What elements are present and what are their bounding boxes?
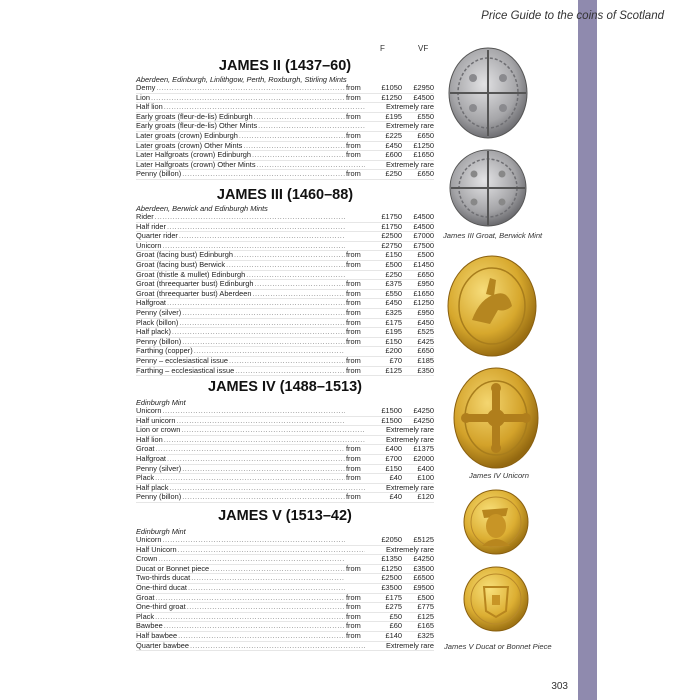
coin-denomination: Unicorn: [136, 406, 162, 415]
coin-denomination: Halfgroat: [136, 298, 166, 308]
rarity-note: Extremely rare: [385, 544, 434, 554]
price-very-fine: £400: [417, 463, 434, 473]
coin-denomination: Half bawbee: [136, 630, 178, 640]
dot-leader: [164, 436, 365, 445]
coin-denomination: Later Halfgroats (crown) Other Mints: [136, 159, 256, 169]
dot-leader: [155, 445, 345, 454]
price-very-fine: £4250: [413, 406, 434, 415]
mints-line: Aberdeen, Berwick and Edinburgh Mints: [136, 204, 268, 213]
dot-leader: [155, 613, 345, 622]
coin-denomination: Lion: [136, 92, 150, 102]
dot-leader: [167, 223, 345, 232]
dot-leader: [182, 465, 345, 474]
column-header-f: F: [380, 44, 385, 53]
from-label: from: [346, 453, 361, 463]
from-label: from: [346, 327, 361, 337]
price-very-fine: £325: [417, 630, 434, 640]
from-label: from: [346, 250, 361, 260]
price-fine: £50: [389, 611, 402, 621]
coin-denomination: Rider: [136, 212, 154, 221]
from-label: from: [346, 307, 361, 317]
from-label: from: [346, 83, 361, 92]
coin-denomination: Groat (thistle & mullet) Edinburgh: [136, 269, 246, 279]
price-very-fine: £120: [417, 492, 434, 502]
price-fine: £140: [385, 630, 402, 640]
james-iii-rider-coin-image: [446, 254, 538, 358]
price-very-fine: £950: [417, 279, 434, 289]
price-fine: £1250: [381, 563, 402, 573]
dot-leader: [254, 113, 345, 122]
coin-denomination: Early groats (fleur-de-lis) Other Mints: [136, 121, 258, 131]
price-very-fine: £2000: [413, 453, 434, 463]
price-very-fine: £1250: [413, 140, 434, 150]
dot-leader: [252, 151, 345, 160]
dot-leader: [252, 290, 345, 299]
dot-leader: [194, 347, 345, 356]
price-very-fine: £1650: [413, 150, 434, 160]
dot-leader: [169, 484, 365, 493]
price-fine: £250: [385, 169, 402, 179]
from-label: from: [346, 444, 361, 454]
dot-leader: [179, 319, 345, 328]
coin-denomination: Unicorn: [136, 240, 162, 250]
coin-denomination: Plack: [136, 473, 155, 483]
page-number: 303: [551, 681, 568, 692]
dot-leader: [234, 251, 345, 260]
dot-leader: [155, 213, 345, 222]
price-fine: £450: [385, 298, 402, 308]
price-very-fine: £5125: [413, 535, 434, 544]
from-label: from: [346, 473, 361, 483]
coin-denomination: Quarter bawbee: [136, 640, 189, 650]
price-fine: £1750: [381, 212, 402, 221]
price-very-fine: £650: [417, 130, 434, 140]
price-row: [136, 367, 434, 377]
dot-leader: [191, 574, 345, 583]
coin-denomination: Penny (billon): [136, 336, 182, 346]
dot-leader: [235, 367, 345, 376]
dot-leader: [229, 357, 345, 366]
dot-leader: [156, 84, 345, 93]
dot-leader: [179, 232, 345, 241]
mints-line: Edinburgh Mint: [136, 398, 186, 407]
from-label: from: [346, 150, 361, 160]
rarity-note: Extremely rare: [385, 425, 434, 435]
price-very-fine: £7500: [413, 240, 434, 250]
price-very-fine: £3500: [413, 563, 434, 573]
reign-title: JAMES II (1437–60): [218, 58, 352, 74]
price-very-fine: £185: [417, 355, 434, 365]
dot-leader: [188, 584, 345, 593]
coin-denomination: Later Halfgroats (crown) Edinburgh: [136, 150, 252, 160]
dot-leader: [257, 161, 365, 170]
section-james-iv: [136, 379, 434, 503]
from-label: from: [346, 298, 361, 308]
dot-leader: [182, 493, 345, 502]
dot-leader: [178, 546, 365, 555]
mints-line: Aberdeen, Edinburgh, Linlithgow, Perth, Roxburgh, Stirling Mints: [136, 75, 347, 84]
from-label: from: [346, 169, 361, 179]
price-rows: [136, 84, 434, 180]
price-fine: £1500: [381, 406, 402, 415]
price-fine: £225: [385, 130, 402, 140]
price-very-fine: £7000: [413, 231, 434, 241]
coin-denomination: Halfgroat: [136, 453, 166, 463]
coin-denomination: Half plack: [136, 482, 169, 492]
price-very-fine: £650: [417, 346, 434, 356]
coin-denomination: Groat (threequarter bust) Edinburgh: [136, 279, 254, 289]
price-fine: £500: [385, 259, 402, 269]
rarity-note: Extremely rare: [385, 121, 434, 131]
james-iv-unicorn-coin-image: [452, 366, 540, 470]
dot-leader: [181, 426, 365, 435]
dot-leader: [239, 132, 345, 141]
price-fine: £550: [385, 288, 402, 298]
price-fine: £1050: [381, 83, 402, 92]
dot-leader: [151, 94, 345, 103]
price-fine: £1250: [381, 92, 402, 102]
coin-denomination: Penny (silver): [136, 463, 182, 473]
dot-leader: [210, 565, 345, 574]
price-very-fine: £525: [417, 327, 434, 337]
from-label: from: [346, 463, 361, 473]
from-label: from: [346, 611, 361, 621]
price-very-fine: £4500: [413, 212, 434, 221]
price-very-fine: £1375: [413, 444, 434, 454]
price-very-fine: £100: [417, 473, 434, 483]
price-fine: £325: [385, 307, 402, 317]
price-fine: £2750: [381, 240, 402, 250]
from-label: from: [346, 140, 361, 150]
price-fine: £3500: [381, 582, 402, 592]
dot-leader: [155, 474, 345, 483]
price-fine: £2500: [381, 231, 402, 241]
coin-denomination: Plack (billon): [136, 317, 179, 327]
coin-denomination: Penny – ecclesiastical issue: [136, 355, 229, 365]
price-fine: £60: [389, 621, 402, 631]
coin-denomination: Half lion: [136, 434, 163, 444]
price-fine: £150: [385, 463, 402, 473]
james-iii-coin-caption: James III Groat, Berwick Mint: [443, 231, 543, 240]
price-very-fine: £450: [417, 317, 434, 327]
section-james-v: [136, 508, 434, 651]
price-fine: £70: [389, 355, 402, 365]
from-label: from: [346, 355, 361, 365]
price-fine: £600: [385, 150, 402, 160]
edge-color-strip: [578, 0, 597, 700]
james-iii-groat-coin-image: [448, 148, 528, 228]
dot-leader: [246, 271, 345, 280]
james-ii-groat-coin-image: [447, 45, 529, 141]
coin-denomination: Crown: [136, 554, 158, 564]
price-row: [136, 170, 434, 180]
from-label: from: [346, 492, 361, 502]
reign-title: JAMES III (1460–88): [216, 187, 354, 203]
price-fine: £175: [385, 592, 402, 602]
coin-denomination: Lion or crown: [136, 425, 181, 435]
from-label: from: [346, 563, 361, 573]
coin-denomination: Later groats (crown) Other Mints: [136, 140, 243, 150]
price-row: [136, 642, 434, 652]
coin-denomination: Two-thirds ducat: [136, 573, 191, 583]
dot-leader: [190, 642, 365, 651]
section-james-iii: [136, 187, 434, 376]
price-fine: £40: [389, 473, 402, 483]
price-fine: £1350: [381, 554, 402, 564]
coin-denomination: Later groats (crown) Edinburgh: [136, 130, 238, 140]
rarity-note: Extremely rare: [385, 159, 434, 169]
price-very-fine: £4250: [413, 415, 434, 425]
price-fine: £2500: [381, 573, 402, 583]
price-very-fine: £350: [417, 365, 434, 375]
price-very-fine: £650: [417, 269, 434, 279]
price-fine: £275: [385, 602, 402, 612]
dot-leader: [187, 603, 345, 612]
dot-leader: [182, 309, 345, 318]
price-very-fine: £9500: [413, 582, 434, 592]
running-title: Price Guide to the coins of Scotland: [481, 10, 664, 22]
coin-denomination: Demy: [136, 83, 156, 92]
price-fine: £150: [385, 336, 402, 346]
dot-leader: [172, 328, 345, 337]
price-rows: [136, 407, 434, 503]
rarity-note: Extremely rare: [385, 102, 434, 112]
dot-leader: [255, 280, 346, 289]
dot-leader: [164, 622, 345, 631]
price-very-fine: £6500: [413, 573, 434, 583]
dot-leader: [162, 242, 345, 251]
reign-title: JAMES IV (1488–1513): [208, 379, 362, 395]
price-very-fine: £4500: [413, 221, 434, 231]
coin-denomination: Penny (billon): [136, 169, 182, 179]
price-fine: £1750: [381, 221, 402, 231]
price-very-fine: £1450: [413, 259, 434, 269]
price-row: [136, 493, 434, 503]
coin-denomination: Quarter rider: [136, 231, 178, 241]
reign-title: JAMES V (1513–42): [218, 508, 352, 524]
james-v-bonnet-reverse-coin-image: [462, 565, 530, 633]
from-label: from: [346, 279, 361, 289]
coin-denomination: Groat: [136, 444, 155, 454]
price-fine: £175: [385, 317, 402, 327]
price-very-fine: £425: [417, 336, 434, 346]
mints-line: Edinburgh Mint: [136, 527, 186, 536]
from-label: from: [346, 336, 361, 346]
coin-denomination: Bawbee: [136, 621, 163, 631]
from-label: from: [346, 621, 361, 631]
coin-denomination: Half plack): [136, 327, 171, 337]
price-fine: £200: [385, 346, 402, 356]
from-label: from: [346, 602, 361, 612]
coin-denomination: Farthing (copper): [136, 346, 193, 356]
price-very-fine: £4250: [413, 554, 434, 564]
coin-denomination: Early groats (fleur-de-lis) Edinburgh: [136, 111, 253, 121]
coin-denomination: Plack: [136, 611, 155, 621]
price-fine: £700: [385, 453, 402, 463]
james-iv-coin-caption: James IV Unicorn: [469, 471, 529, 480]
coin-denomination: One-third ducat: [136, 582, 187, 592]
from-label: from: [346, 592, 361, 602]
price-very-fine: £550: [417, 111, 434, 121]
dot-leader: [158, 555, 345, 564]
rarity-note: Extremely rare: [385, 434, 434, 444]
price-rows: [136, 536, 434, 651]
price-very-fine: £4500: [413, 92, 434, 102]
price-fine: £40: [389, 492, 402, 502]
price-fine: £1500: [381, 415, 402, 425]
price-fine: £125: [385, 365, 402, 375]
coin-denomination: Farthing – ecclesiastical issue: [136, 365, 235, 375]
coin-denomination: Groat (threequarter bust) Aberdeen: [136, 288, 252, 298]
rarity-note: Extremely rare: [385, 640, 434, 650]
dot-leader: [176, 417, 345, 426]
dot-leader: [162, 536, 345, 545]
coin-denomination: Groat (facing bust) Berwick: [136, 259, 226, 269]
dot-leader: [162, 407, 345, 416]
rarity-note: Extremely rare: [385, 482, 434, 492]
coin-denomination: Penny (billon): [136, 492, 182, 502]
price-very-fine: £500: [417, 592, 434, 602]
price-fine: £375: [385, 279, 402, 289]
coin-denomination: Ducat or Bonnet piece: [136, 563, 210, 573]
dot-leader: [155, 594, 345, 603]
price-fine: £195: [385, 327, 402, 337]
price-rows: [136, 213, 434, 376]
coin-denomination: Unicorn: [136, 535, 162, 544]
dot-leader: [178, 632, 345, 641]
price-very-fine: £1650: [413, 288, 434, 298]
price-fine: £250: [385, 269, 402, 279]
james-v-bonnet-obverse-coin-image: [462, 488, 530, 556]
james-v-coin-caption: James V Ducat or Bonnet Piece: [444, 642, 552, 651]
price-very-fine: £1250: [413, 298, 434, 308]
price-fine: £150: [385, 250, 402, 260]
price-fine: £195: [385, 111, 402, 121]
price-very-fine: £775: [417, 602, 434, 612]
coin-denomination: Half lion: [136, 102, 163, 112]
price-very-fine: £500: [417, 250, 434, 260]
dot-leader: [167, 455, 345, 464]
dot-leader: [226, 261, 345, 270]
coin-denomination: One-third groat: [136, 602, 186, 612]
price-very-fine: £950: [417, 307, 434, 317]
price-very-fine: £165: [417, 621, 434, 631]
coin-denomination: Groat (facing bust) Edinburgh: [136, 250, 233, 260]
from-label: from: [346, 365, 361, 375]
dot-leader: [182, 338, 345, 347]
from-label: from: [346, 259, 361, 269]
dot-leader: [167, 299, 345, 308]
coin-denomination: Half Unicorn: [136, 544, 177, 554]
from-label: from: [346, 130, 361, 140]
column-header-vf: VF: [418, 44, 429, 53]
dot-leader: [258, 122, 365, 131]
price-very-fine: £650: [417, 169, 434, 179]
from-label: from: [346, 111, 361, 121]
coin-denomination: Half rider: [136, 221, 166, 231]
price-fine: £450: [385, 140, 402, 150]
from-label: from: [346, 288, 361, 298]
section-james-ii: [136, 58, 434, 180]
price-very-fine: £2950: [413, 83, 434, 92]
from-label: from: [346, 92, 361, 102]
from-label: from: [346, 630, 361, 640]
coin-denomination: Groat: [136, 592, 155, 602]
price-fine: £400: [385, 444, 402, 454]
dot-leader: [182, 170, 345, 179]
coin-denomination: Half unicorn: [136, 415, 176, 425]
coin-denomination: Penny (silver): [136, 307, 182, 317]
price-very-fine: £125: [417, 611, 434, 621]
dot-leader: [164, 103, 365, 112]
price-fine: £2050: [381, 535, 402, 544]
dot-leader: [243, 142, 345, 151]
from-label: from: [346, 317, 361, 327]
